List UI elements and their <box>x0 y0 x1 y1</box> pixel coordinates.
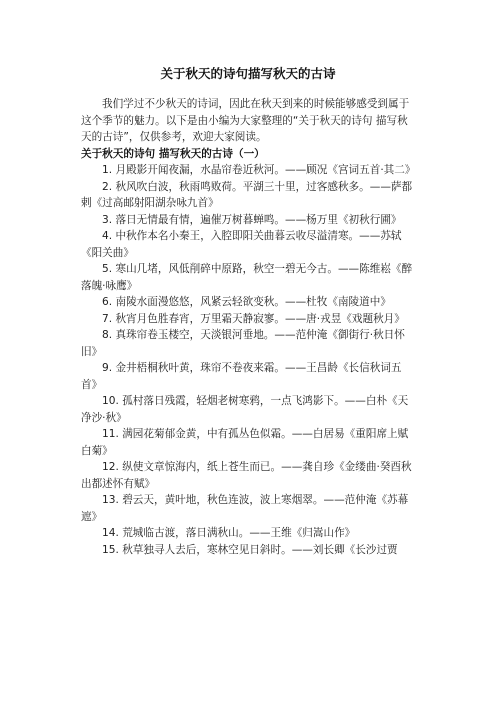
poem-item: 13. 碧云天，黄叶地，秋色连波，波上寒烟翠。——范仲淹《苏幕遮》 <box>81 494 409 523</box>
poem-item: 2. 秋风吹白波，秋雨鸣败荷。平湖三十里，过客感秋多。——萨都剌《过高邮射阳湖杂咏九首》 <box>81 180 413 209</box>
poem-item: 4. 中秋作本名小秦王，入腔即阳关曲暮云收尽溢清寒。——苏轼《阳关曲》 <box>81 230 402 259</box>
document-title: 关于秋天的诗句描写秋天的古诗 <box>160 66 336 81</box>
poem-list <box>81 162 417 558</box>
intro-paragraph: 我们学过不少秋天的诗词，因此在秋天到来的时候能够感受到属于这个季节的魅力。以下是由小编为大家整理的“关于秋天的诗句 描写秋天的古诗”，仅供参考，欢迎大家阅读。 <box>81 98 410 143</box>
document-body <box>81 96 417 558</box>
poem-item: 1. 月殿影开闻夜漏，水晶帘卷近秋河。——顾况《宫词五首·其二》 <box>102 164 416 176</box>
poem-item: 15. 秋草独寻人去后，寒林空见日斜时。——刘长卿《长沙过贾 <box>102 543 398 556</box>
poem-item: 10. 孤村落日残霞，轻烟老树寒鸦，一点飞鸿影下。——白朴《天净沙·秋》 <box>81 395 409 424</box>
poem-item: 12. 纵使文章惊海内，纸上苍生而已。——龚自珍《金缕曲·癸酉秋出都述怀有赋》 <box>81 461 412 490</box>
poem-item: 3. 落日无情最有情，遍催万树暮蝉鸣。——杨万里《初秋行圃》 <box>102 213 402 226</box>
section-heading: 关于秋天的诗句 描写秋天的古诗（一） <box>81 147 265 160</box>
poem-item: 9. 金井梧桐秋叶黄，珠帘不卷夜来霜。——王昌龄《长信秋词五首》 <box>81 362 402 391</box>
poem-item: 7. 秋宵月色胜春宵，万里霜天静寂寥。——唐·戎昱《戏题秋月》 <box>102 312 405 325</box>
poem-item: 5. 寒山几堵，风低削碎中原路，秋空一碧无今古。——陈维崧《醉落魄·咏鹰》 <box>81 263 413 292</box>
poem-item: 11. 满园花菊郁金黄，中有孤丛色似霜。——白居易《重阳席上赋白菊》 <box>81 428 409 457</box>
poem-item: 8. 真珠帘卷玉楼空，天淡银河垂地。——范仲淹《御街行·秋日怀旧》 <box>81 329 405 358</box>
poem-item: 14. 荒城临古渡，落日满秋山。——王维《归嵩山作》 <box>102 527 356 539</box>
poem-item: 6. 南陵水面漫悠悠，风紧云轻欲变秋。——杜牧《南陵道中》 <box>102 296 391 308</box>
